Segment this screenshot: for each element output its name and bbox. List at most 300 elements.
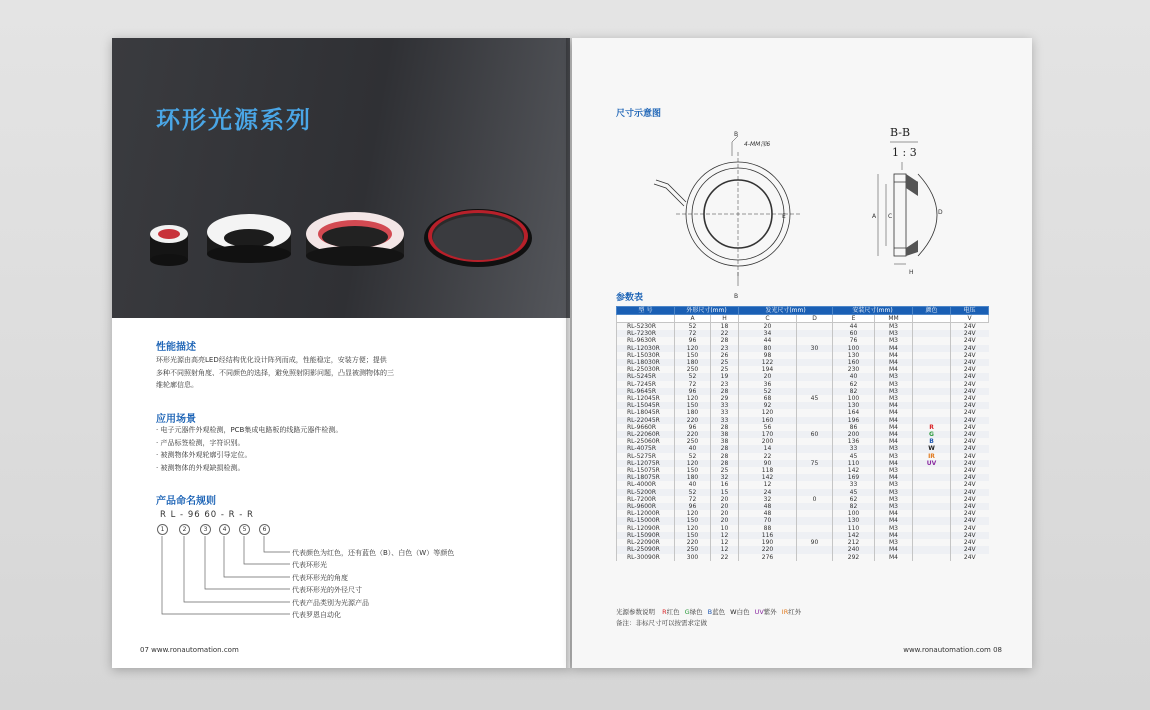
cell-color bbox=[913, 489, 951, 496]
cell-mm: M4 bbox=[875, 366, 913, 373]
cell-h: 23 bbox=[711, 345, 739, 352]
cell-e: 45 bbox=[833, 489, 875, 496]
cell-mm: M4 bbox=[875, 532, 913, 539]
table-row bbox=[617, 532, 989, 539]
dim-c-label: C bbox=[888, 213, 893, 220]
cell-voltage: 24V bbox=[951, 345, 989, 352]
cell-color bbox=[913, 359, 951, 366]
cell-voltage: 24V bbox=[951, 510, 989, 517]
cell-mm: M3 bbox=[875, 453, 913, 460]
cell-voltage: 24V bbox=[951, 359, 989, 366]
cell-mm: M3 bbox=[875, 395, 913, 402]
cell-d bbox=[797, 546, 833, 553]
cell-a: 96 bbox=[675, 503, 711, 510]
subheader-c: C bbox=[739, 315, 797, 323]
cell-name: RL-18030R bbox=[617, 359, 675, 366]
table-row bbox=[617, 510, 989, 517]
cell-name: RL-15030R bbox=[617, 352, 675, 359]
table-row bbox=[617, 503, 989, 510]
cell-e: 110 bbox=[833, 460, 875, 467]
cell-mm: M3 bbox=[875, 388, 913, 395]
cell-voltage: 24V bbox=[951, 323, 989, 331]
cell-c: 170 bbox=[739, 431, 797, 438]
performance-heading: 性能描述 bbox=[156, 342, 196, 353]
cell-color bbox=[913, 445, 951, 452]
thin-ring-light bbox=[424, 209, 532, 267]
hero-banner bbox=[112, 38, 570, 318]
cell-d bbox=[797, 510, 833, 517]
cell-voltage: 24V bbox=[951, 417, 989, 424]
cell-voltage: 24V bbox=[951, 395, 989, 402]
table-row bbox=[617, 359, 989, 366]
cell-d bbox=[797, 517, 833, 524]
legend-text: 红色 bbox=[666, 608, 680, 616]
cell-voltage: 24V bbox=[951, 366, 989, 373]
cell-color bbox=[913, 546, 951, 553]
cell-a: 250 bbox=[675, 366, 711, 373]
subheader-v: V bbox=[951, 315, 989, 323]
naming-code: R L - 96 60 - R - R bbox=[160, 510, 254, 520]
cell-e: 136 bbox=[833, 438, 875, 445]
table-row bbox=[617, 445, 989, 452]
cell-h: 29 bbox=[711, 395, 739, 402]
cell-name: RL-4075R bbox=[617, 445, 675, 452]
cell-e: 292 bbox=[833, 554, 875, 561]
cell-color bbox=[913, 510, 951, 517]
cell-a: 120 bbox=[675, 460, 711, 467]
cell-h: 10 bbox=[711, 525, 739, 532]
subheader-a: A bbox=[675, 315, 711, 323]
cell-a: 120 bbox=[675, 345, 711, 352]
cell-mm: M3 bbox=[875, 337, 913, 344]
cell-d bbox=[797, 532, 833, 539]
cell-d bbox=[797, 554, 833, 561]
dim-d-label: D bbox=[938, 209, 943, 216]
cell-d bbox=[797, 402, 833, 409]
naming-legend-3: 代表环形光的外径尺寸 bbox=[292, 586, 362, 594]
cell-color bbox=[913, 481, 951, 488]
table-row bbox=[617, 388, 989, 395]
cell-mm: M3 bbox=[875, 503, 913, 510]
cell-mm: M4 bbox=[875, 517, 913, 524]
cell-name: RL-12000R bbox=[617, 510, 675, 517]
cell-a: 120 bbox=[675, 395, 711, 402]
cell-color bbox=[913, 417, 951, 424]
cell-color bbox=[913, 352, 951, 359]
cell-mm: M3 bbox=[875, 381, 913, 388]
cell-a: 250 bbox=[675, 546, 711, 553]
cell-c: 92 bbox=[739, 402, 797, 409]
cell-a: 52 bbox=[675, 323, 711, 331]
cell-mm: M3 bbox=[875, 445, 913, 452]
legend-note bbox=[616, 607, 801, 616]
cell-color bbox=[913, 474, 951, 481]
legend-key: G bbox=[684, 608, 690, 616]
cell-voltage: 24V bbox=[951, 460, 989, 467]
cell-c: 24 bbox=[739, 489, 797, 496]
cell-e: 40 bbox=[833, 373, 875, 380]
cell-d bbox=[797, 388, 833, 395]
legend-key: R bbox=[662, 608, 667, 616]
subheader-h: H bbox=[711, 315, 739, 323]
cell-c: 20 bbox=[739, 323, 797, 331]
cell-c: 190 bbox=[739, 539, 797, 546]
cell-e: 86 bbox=[833, 424, 875, 431]
cell-d: 45 bbox=[797, 395, 833, 402]
right-page bbox=[572, 38, 1032, 668]
medium-ring-light bbox=[207, 214, 291, 263]
cell-color bbox=[913, 323, 951, 331]
cell-name: RL-22045R bbox=[617, 417, 675, 424]
cell-mm: M4 bbox=[875, 409, 913, 416]
cell-a: 180 bbox=[675, 474, 711, 481]
cell-d bbox=[797, 474, 833, 481]
cell-c: 48 bbox=[739, 510, 797, 517]
cell-c: 194 bbox=[739, 366, 797, 373]
header-model: 型 号 bbox=[617, 307, 675, 315]
custom-size-note: 备注：非标尺寸可以按需求定做 bbox=[616, 619, 707, 627]
cell-a: 150 bbox=[675, 467, 711, 474]
performance-line: 维轮廓信息。 bbox=[156, 381, 198, 389]
cell-c: 56 bbox=[739, 424, 797, 431]
cell-a: 250 bbox=[675, 438, 711, 445]
cell-h: 28 bbox=[711, 424, 739, 431]
cell-color bbox=[913, 539, 951, 546]
cell-a: 72 bbox=[675, 330, 711, 337]
cell-name: RL-18045R bbox=[617, 409, 675, 416]
cell-a: 52 bbox=[675, 489, 711, 496]
page-title: 环形光源系列 bbox=[156, 106, 312, 134]
cell-e: 230 bbox=[833, 366, 875, 373]
table-row bbox=[617, 373, 989, 380]
color-code: R bbox=[929, 423, 934, 431]
cell-c: 122 bbox=[739, 359, 797, 366]
dim-b-label: B bbox=[734, 293, 739, 300]
cell-voltage: 24V bbox=[951, 352, 989, 359]
cell-d bbox=[797, 352, 833, 359]
cell-a: 150 bbox=[675, 352, 711, 359]
cell-h: 19 bbox=[711, 373, 739, 380]
legend-text: 红外 bbox=[788, 608, 802, 616]
table-row bbox=[617, 431, 989, 438]
header-color: 颜色 bbox=[913, 307, 951, 315]
cell-a: 180 bbox=[675, 359, 711, 366]
legend-text: 蓝色 bbox=[712, 608, 726, 616]
cell-e: 33 bbox=[833, 481, 875, 488]
table-row bbox=[617, 323, 989, 331]
cell-c: 12 bbox=[739, 481, 797, 488]
cell-d: 0 bbox=[797, 496, 833, 503]
header-light-size: 发光尺寸(mm) bbox=[739, 307, 833, 315]
cell-c: 14 bbox=[739, 445, 797, 452]
cell-color bbox=[913, 554, 951, 561]
performance-line: 多种不同照射角度、不同颜色的选择，避免照射阴影问题，凸显被测物体的三 bbox=[156, 368, 394, 377]
cell-voltage: 24V bbox=[951, 330, 989, 337]
cell-h: 22 bbox=[711, 554, 739, 561]
cell-e: 130 bbox=[833, 402, 875, 409]
dimension-diagram bbox=[572, 122, 1032, 302]
index-circle: 6 bbox=[259, 524, 270, 535]
index-circle: 3 bbox=[200, 524, 211, 535]
dim-e-label: E bbox=[782, 213, 786, 220]
cell-h: 32 bbox=[711, 474, 739, 481]
legend-items bbox=[657, 608, 801, 616]
cell-voltage: 24V bbox=[951, 453, 989, 460]
cell-voltage: 24V bbox=[951, 474, 989, 481]
index-circle: 4 bbox=[219, 524, 230, 535]
cell-a: 52 bbox=[675, 453, 711, 460]
cell-d bbox=[797, 467, 833, 474]
cell-name: RL-7230R bbox=[617, 330, 675, 337]
cell-a: 96 bbox=[675, 337, 711, 344]
cell-d: 90 bbox=[797, 539, 833, 546]
cell-color bbox=[913, 496, 951, 503]
cell-e: 62 bbox=[833, 496, 875, 503]
table-row bbox=[617, 395, 989, 402]
cell-voltage: 24V bbox=[951, 525, 989, 532]
cell-voltage: 24V bbox=[951, 554, 989, 561]
cell-e: 33 bbox=[833, 445, 875, 452]
cell-color bbox=[913, 388, 951, 395]
cell-mm: M3 bbox=[875, 323, 913, 331]
cell-mm: M4 bbox=[875, 352, 913, 359]
cell-mm: M4 bbox=[875, 546, 913, 553]
cell-color bbox=[913, 345, 951, 352]
small-ring-light bbox=[150, 225, 188, 266]
cell-c: 22 bbox=[739, 453, 797, 460]
cell-d bbox=[797, 323, 833, 331]
cell-voltage: 24V bbox=[951, 438, 989, 445]
table-row bbox=[617, 474, 989, 481]
cell-mm: M4 bbox=[875, 554, 913, 561]
cell-h: 28 bbox=[711, 460, 739, 467]
cell-c: 20 bbox=[739, 373, 797, 380]
cell-a: 220 bbox=[675, 431, 711, 438]
cell-h: 12 bbox=[711, 539, 739, 546]
cell-mm: M3 bbox=[875, 481, 913, 488]
cell-voltage: 24V bbox=[951, 489, 989, 496]
cell-mm: M4 bbox=[875, 510, 913, 517]
diagram-heading: 尺寸示意图 bbox=[616, 109, 662, 119]
cell-d bbox=[797, 330, 833, 337]
naming-legend-2: 代表产品类别为光源产品 bbox=[292, 599, 369, 607]
table-row bbox=[617, 517, 989, 524]
cell-h: 28 bbox=[711, 453, 739, 460]
naming-heading: 产品命名规则 bbox=[156, 496, 216, 507]
table-row bbox=[617, 489, 989, 496]
cell-mm: M4 bbox=[875, 424, 913, 431]
cell-color bbox=[913, 532, 951, 539]
cell-voltage: 24V bbox=[951, 467, 989, 474]
subheader-blank bbox=[617, 315, 675, 323]
cell-d bbox=[797, 409, 833, 416]
cell-c: 98 bbox=[739, 352, 797, 359]
cell-c: 200 bbox=[739, 438, 797, 445]
cell-c: 44 bbox=[739, 337, 797, 344]
right-footer: www.ronautomation.com 08 bbox=[903, 646, 1002, 654]
cell-d bbox=[797, 489, 833, 496]
cell-name: RL-15090R bbox=[617, 532, 675, 539]
table-row bbox=[617, 424, 989, 431]
cell-e: 130 bbox=[833, 352, 875, 359]
cell-name: RL-15045R bbox=[617, 402, 675, 409]
cell-h: 28 bbox=[711, 445, 739, 452]
cell-voltage: 24V bbox=[951, 503, 989, 510]
cell-mm: M3 bbox=[875, 496, 913, 503]
cell-a: 40 bbox=[675, 445, 711, 452]
cell-a: 220 bbox=[675, 539, 711, 546]
cell-h: 26 bbox=[711, 352, 739, 359]
table-row bbox=[617, 352, 989, 359]
cell-a: 72 bbox=[675, 381, 711, 388]
table-row bbox=[617, 460, 989, 467]
cell-name: RL-18075R bbox=[617, 474, 675, 481]
cell-color bbox=[913, 373, 951, 380]
table-row bbox=[617, 438, 989, 445]
table-row bbox=[617, 525, 989, 532]
cell-e: 142 bbox=[833, 467, 875, 474]
cell-voltage: 24V bbox=[951, 546, 989, 553]
table-row bbox=[617, 417, 989, 424]
cell-name: RL-12030R bbox=[617, 345, 675, 352]
cell-d bbox=[797, 503, 833, 510]
dim-b-label: B bbox=[734, 131, 739, 138]
cell-name: RL-9600R bbox=[617, 503, 675, 510]
table-row bbox=[617, 496, 989, 503]
table-row bbox=[617, 337, 989, 344]
cell-color bbox=[913, 381, 951, 388]
cell-mm: M3 bbox=[875, 330, 913, 337]
cell-color bbox=[913, 366, 951, 373]
cell-d bbox=[797, 381, 833, 388]
cell-e: 240 bbox=[833, 546, 875, 553]
cell-e: 76 bbox=[833, 337, 875, 344]
cell-a: 150 bbox=[675, 402, 711, 409]
list-item: · 产品标签检测，字符识别。 bbox=[156, 438, 245, 447]
cell-a: 180 bbox=[675, 409, 711, 416]
cell-a: 120 bbox=[675, 510, 711, 517]
list-item: · 被测物体外观轮廓引导定位。 bbox=[156, 451, 252, 459]
color-code: B bbox=[929, 438, 934, 446]
table-row bbox=[617, 481, 989, 488]
left-page bbox=[112, 38, 570, 668]
table-row bbox=[617, 366, 989, 373]
cell-d bbox=[797, 366, 833, 373]
cell-h: 20 bbox=[711, 517, 739, 524]
cell-e: 100 bbox=[833, 510, 875, 517]
naming-legend-6: 代表颜色为红色，还有蓝色（B）、白色（W）等颜色 bbox=[292, 549, 455, 557]
cell-e: 142 bbox=[833, 532, 875, 539]
table-row bbox=[617, 409, 989, 416]
cell-name: RL-15000R bbox=[617, 517, 675, 524]
cell-d bbox=[797, 417, 833, 424]
cell-h: 38 bbox=[711, 431, 739, 438]
legend-key: B bbox=[707, 608, 713, 616]
dim-a-label: A bbox=[872, 213, 877, 220]
cell-mm: M3 bbox=[875, 373, 913, 380]
table-row bbox=[617, 402, 989, 409]
cell-h: 25 bbox=[711, 467, 739, 474]
cell-mm: M4 bbox=[875, 402, 913, 409]
cell-d: 60 bbox=[797, 431, 833, 438]
cell-a: 72 bbox=[675, 496, 711, 503]
cell-color bbox=[913, 431, 951, 438]
table-row bbox=[617, 546, 989, 553]
cell-h: 20 bbox=[711, 496, 739, 503]
cell-h: 16 bbox=[711, 481, 739, 488]
dim-mm-label: 4-MM深6 bbox=[744, 141, 771, 148]
cell-name: RL-9630R bbox=[617, 337, 675, 344]
cell-name: RL-30090R bbox=[617, 554, 675, 561]
index-circle: 2 bbox=[179, 524, 190, 535]
cell-h: 15 bbox=[711, 489, 739, 496]
cell-d bbox=[797, 359, 833, 366]
naming-legend-5: 代表环形光 bbox=[292, 561, 327, 569]
cell-voltage: 24V bbox=[951, 496, 989, 503]
cell-a: 52 bbox=[675, 373, 711, 380]
cell-d: 75 bbox=[797, 460, 833, 467]
table-header-row bbox=[617, 307, 989, 315]
cell-name: RL-7200R bbox=[617, 496, 675, 503]
cell-mm: M4 bbox=[875, 417, 913, 424]
cell-color bbox=[913, 424, 951, 431]
cell-name: RL-25030R bbox=[617, 366, 675, 373]
cell-h: 12 bbox=[711, 532, 739, 539]
cell-c: 160 bbox=[739, 417, 797, 424]
cell-c: 32 bbox=[739, 496, 797, 503]
table-row bbox=[617, 453, 989, 460]
color-code: IR bbox=[928, 452, 935, 460]
table-row bbox=[617, 467, 989, 474]
color-code: G bbox=[929, 431, 934, 439]
cell-color bbox=[913, 517, 951, 524]
subheader-mm: MM bbox=[875, 315, 913, 323]
list-item: · 被测物体的外观缺损检测。 bbox=[156, 463, 245, 472]
cell-d bbox=[797, 525, 833, 532]
cell-name: RL-5230R bbox=[617, 323, 675, 331]
cell-color bbox=[913, 438, 951, 445]
list-item: · 电子元器件外观检测，PCB集成电路板的线路元器件检测。 bbox=[156, 426, 343, 434]
cell-name: RL-12090R bbox=[617, 525, 675, 532]
cell-c: 88 bbox=[739, 525, 797, 532]
cell-h: 12 bbox=[711, 546, 739, 553]
cell-e: 60 bbox=[833, 330, 875, 337]
table-row bbox=[617, 345, 989, 352]
cell-e: 110 bbox=[833, 525, 875, 532]
cell-color bbox=[913, 503, 951, 510]
cell-e: 169 bbox=[833, 474, 875, 481]
cell-h: 20 bbox=[711, 503, 739, 510]
cell-e: 200 bbox=[833, 431, 875, 438]
cell-name: RL-15075R bbox=[617, 467, 675, 474]
cell-d bbox=[797, 337, 833, 344]
cell-mm: M4 bbox=[875, 359, 913, 366]
cell-mm: M4 bbox=[875, 345, 913, 352]
cell-d bbox=[797, 438, 833, 445]
cell-e: 212 bbox=[833, 539, 875, 546]
header-mount-size: 安装尺寸(mm) bbox=[833, 307, 913, 315]
section-label: B-B bbox=[890, 126, 911, 139]
legend-text: 白色 bbox=[736, 608, 750, 616]
cell-name: RL-25090R bbox=[617, 546, 675, 553]
table-row bbox=[617, 539, 989, 546]
cell-e: 44 bbox=[833, 323, 875, 331]
large-ring-light bbox=[306, 212, 404, 266]
cell-h: 33 bbox=[711, 409, 739, 416]
legend-key: W bbox=[730, 608, 737, 616]
cell-a: 220 bbox=[675, 417, 711, 424]
cell-name: RL-7245R bbox=[617, 381, 675, 388]
